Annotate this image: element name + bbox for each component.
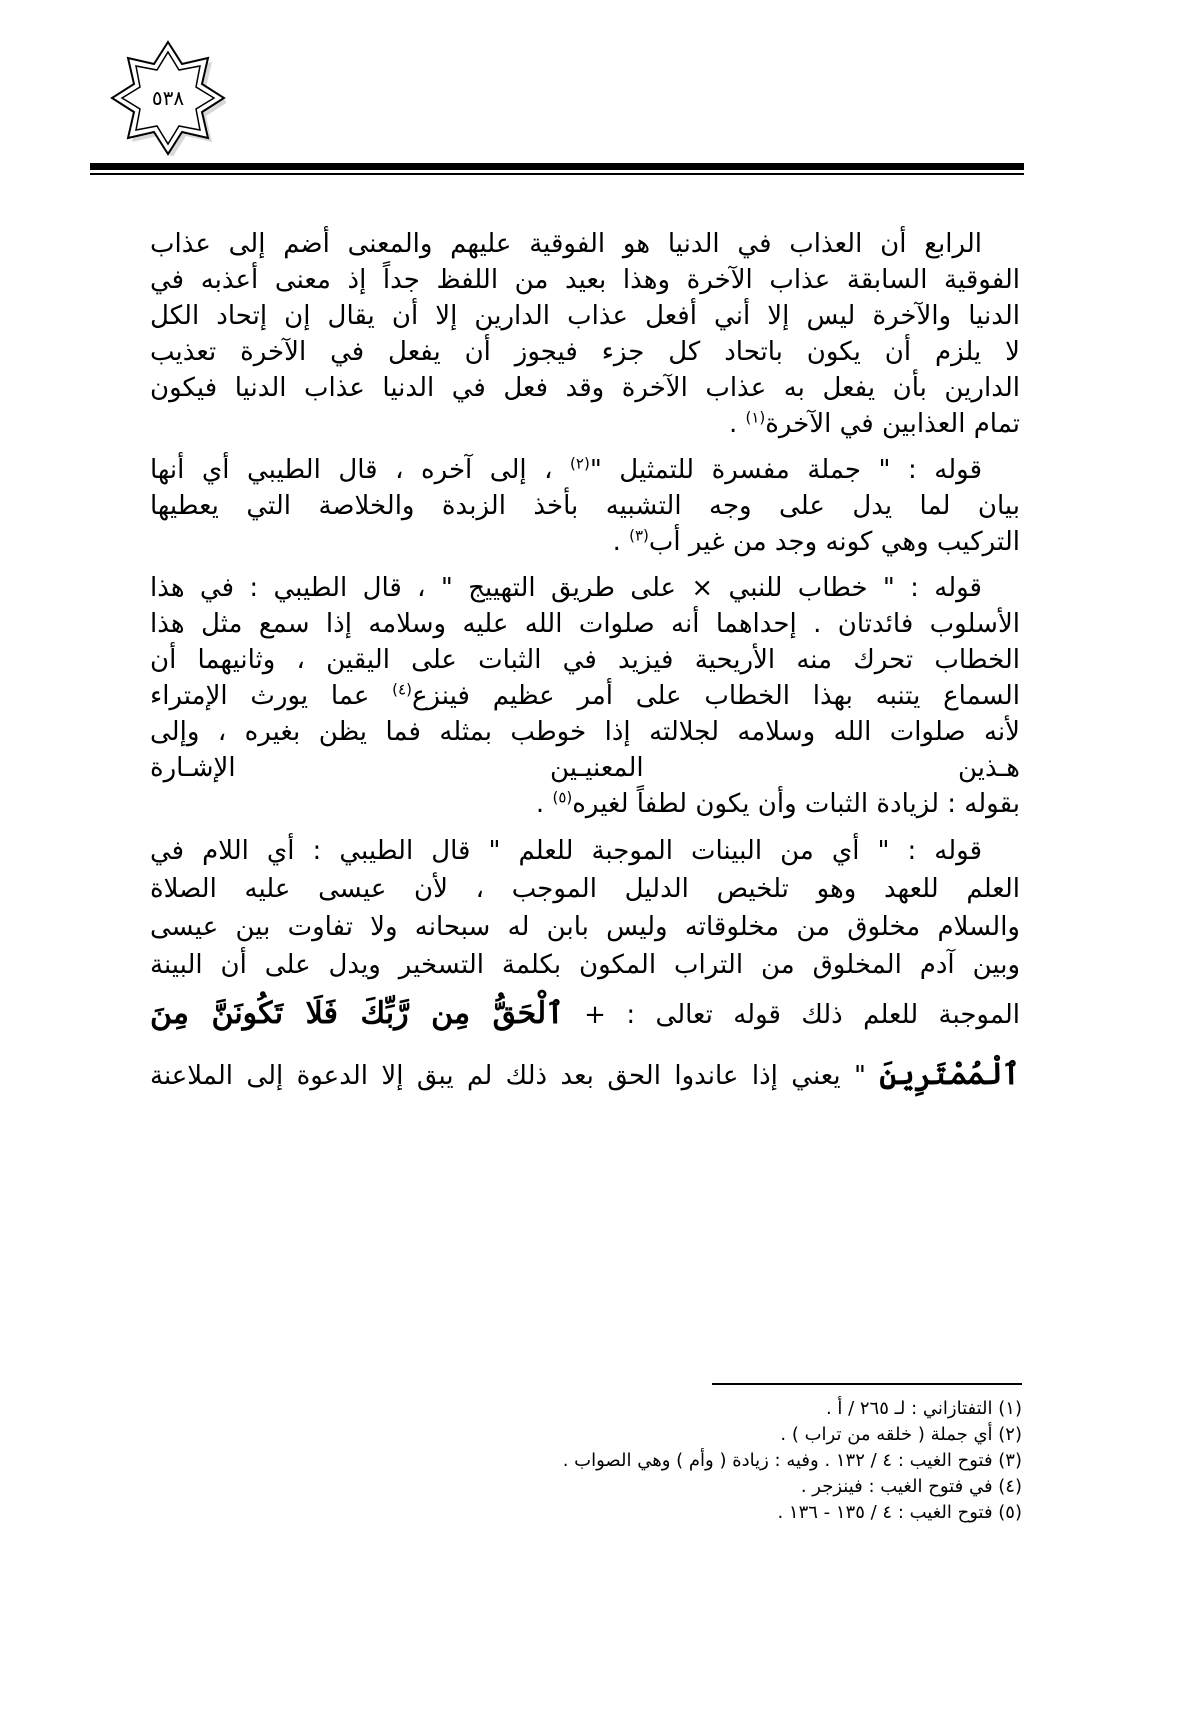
text-line: الدنيا والآخرة ليس إلا أني أفعل عذاب الدارين إلا أن يقال إن إتحاد الكل	[150, 301, 1020, 331]
header-rule-thin	[90, 173, 1024, 175]
quran-verse: ٱلْمُمْتَرِينَ	[879, 1057, 1020, 1092]
text-line: الفوقية السابقة عذاب الآخرة وهذا بعيد من اللفظ جداً إذ معنى أعذبه في	[150, 265, 1020, 295]
footnote-ref: (١)	[745, 408, 766, 427]
text-line	[150, 406, 1020, 442]
text-line	[150, 452, 1020, 488]
quran-verse: ٱلْحَقُّ مِن رَّبِّكَ فَلَا تَكُونَنَّ مِنَ	[150, 996, 564, 1031]
text-segment: .	[535, 789, 553, 819]
footnote-ref: (٢)	[570, 454, 590, 473]
text-segment: .	[728, 409, 746, 439]
body-text	[150, 226, 1020, 1116]
footnote: (٤) في فتوح الغيب : فينزجر .	[800, 1476, 1022, 1497]
text-line	[150, 226, 1020, 262]
page-number: ٥٣٨	[151, 86, 185, 110]
footnote-ref: (٤)	[392, 680, 412, 699]
text-line: الدارين بأن يفعل به عذاب الآخرة وقد فعل في الدنيا عذاب الدنيا فيكون	[150, 373, 1020, 403]
footnote: (٣) فتوح الغيب : ٤ / ١٣٢ . وفيه : زيادة ( وأم ) وهي الصواب .	[562, 1450, 1022, 1471]
text-line: الخطاب تحرك منه الأريحية فيزيد في الثبات على اليقين ، وثانيهما أن	[150, 645, 1020, 675]
text-line: لا يلزم أن يكون باتحاد كل جزء فيجوز أن يفعل في الآخرة تعذيب	[150, 337, 1020, 367]
footnote-separator	[712, 1383, 1022, 1385]
stretched-word: هـذين	[957, 753, 1020, 783]
text-line: الأسلوب فائدتان . إحداهما أنه صلوات الله عليه وسلامه إذا سمع مثل هذا	[150, 609, 1020, 639]
header-rule-thick	[90, 163, 1024, 170]
text-segment: قوله : " جملة مفسرة للتمثيل "	[589, 455, 982, 485]
text-segment: عما يورث الإمتراء	[150, 681, 393, 711]
paragraph-3	[150, 570, 1020, 822]
text-line-stretched	[150, 750, 1020, 786]
text-line	[150, 786, 1020, 822]
text-line	[150, 1045, 1020, 1106]
text-line	[150, 678, 1020, 714]
text-segment: الموجبة للعلم ذلك قوله تعالى : +	[563, 1000, 1020, 1030]
paragraph-4	[150, 832, 1020, 1106]
text-line: بيان لما يدل على وجه التشبيه بأخذ الزبدة والخلاصة التي يعطيها	[150, 491, 1020, 521]
text-segment: تمام العذابين في الآخرة	[765, 409, 1020, 439]
text-line: وبين آدم المخلوق من التراب المكون بكلمة التسخير ويدل على أن البينة	[150, 950, 1020, 980]
footnote: (١) التفتازاني : لـ ٢٦٥ / أ .	[825, 1398, 1022, 1419]
text-segment: " يعني إذا عاندوا الحق بعد ذلك لم يبق إلا الدعوة إلى الملاعنة	[150, 1061, 880, 1091]
footnote-ref: (٥)	[552, 788, 573, 807]
text-segment: قوله : " خطاب للنبي × على طريق التهييج " ، قال الطيبي : في هذا	[150, 573, 982, 603]
text-line: العلم للعهد وهو تلخيص الدليل الموجب ، لأن عيسى عليه الصلاة	[150, 874, 1020, 904]
text-line-content: الرابع أن العذاب في الدنيا هو الفوقية عليهم والمعنى أضم إلى عذاب	[150, 229, 982, 259]
text-line	[150, 832, 1020, 870]
paragraph-2	[150, 452, 1020, 560]
footnote: (٥) فتوح الغيب : ٤ / ١٣٥ - ١٣٦ .	[777, 1502, 1022, 1523]
text-line: لأنه صلوات الله وسلامه لجلالته إذا خوطب بمثله فما يظن بغيره ، وإلى	[150, 717, 1020, 747]
footnote-ref: (٣)	[629, 526, 649, 545]
text-segment: ، إلى آخره ، قال الطيبي أي أنها	[150, 455, 571, 485]
stretched-word: المعنيـين	[549, 753, 644, 783]
text-segment: بقوله : لزيادة الثبات وأن يكون لطفاً لغيره	[572, 789, 1020, 819]
text-line	[150, 570, 1020, 606]
footnote: (٢) أي جملة ( خلقه من تراب ) .	[780, 1424, 1022, 1445]
paragraph-1	[150, 226, 1020, 442]
footnotes	[300, 1396, 1022, 1526]
text-line	[150, 524, 1020, 560]
text-segment: .	[612, 527, 630, 557]
text-line: والسلام مخلوق من مخلوقاته وليس بابن له سبحانه ولا تفاوت بين عيسى	[150, 912, 1020, 942]
text-line	[150, 984, 1020, 1045]
text-segment: السماع يتنبه بهذا الخطاب على أمر عظيم فينزع	[411, 681, 1020, 711]
text-segment: قوله : " أي من البينات الموجبة للعلم " قال الطيبي : أي اللام في	[150, 836, 982, 866]
stretched-word: الإشـارة	[150, 753, 236, 783]
text-segment: التركيب وهي كونه وجد من غير أب	[648, 527, 1020, 557]
